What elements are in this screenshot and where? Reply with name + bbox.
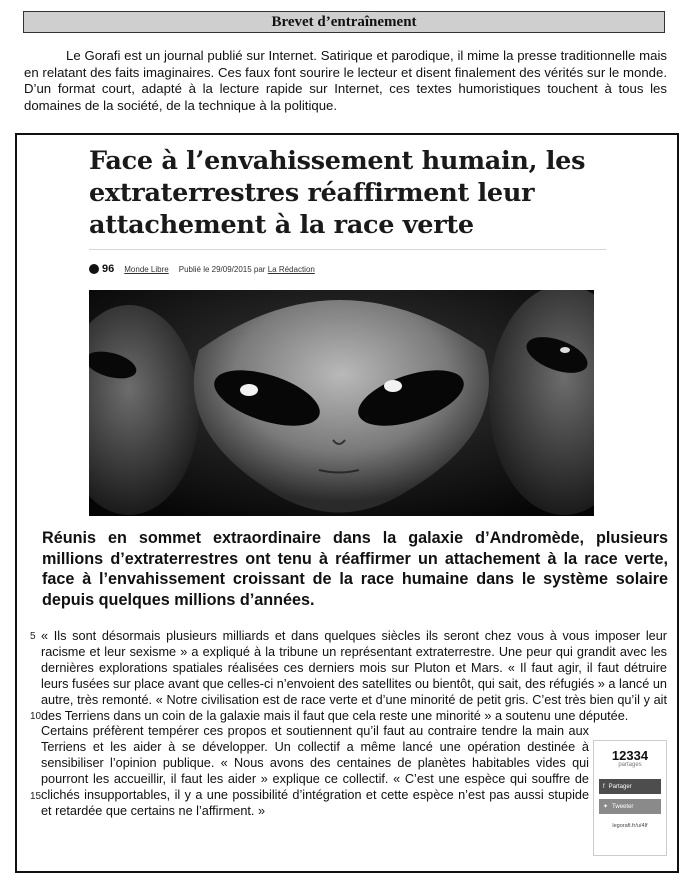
article-frame bbox=[15, 133, 679, 873]
twitter-share-label: Tweeter bbox=[612, 803, 634, 810]
short-url[interactable]: legorafi.fr/u/4If bbox=[612, 823, 648, 829]
article-lead: Réunis en sommet extraordinaire dans la galaxie d’Andromède, plusieurs millions d’extraterrestres ont tenu à réaffirmer un attachement à la race verte, face à l’envahissement croissant de la race humaine dans le système solaire depuis quelques millions d’années. bbox=[42, 529, 668, 609]
article-title: Face à l’envahissement humain, les extraterrestres réaffirment leur attachement à la race verte bbox=[89, 146, 586, 240]
article-paragraph-2: Certains préfèrent tempérer ces propos et soutiennent qu’il faut au contraire tendre la main aux Terriens et les aider à se développer. Un collectif a même lancé une opération destinée à sensibiliser l’opinion publique. « Nous avons des centaines de planètes habitables vides qui pourront les accueillir, il faut les aider » explique ce collectif. « C’est une espèce qui souffre de clichés insupportables, il y a une possibilité d’intégration et cette espèce n’est pas aussi stupide et retardée que certains ne l’affirment. » bbox=[41, 724, 589, 818]
share-count-label: partages bbox=[618, 762, 642, 768]
category-link[interactable]: Monde Libre bbox=[124, 264, 169, 274]
alien-image bbox=[89, 290, 594, 516]
article-paragraph-1: « Ils sont désormais plusieurs milliards et dans quelques siècles ils seront chez vous à vous imposer leur racisme et leur sexisme » a expliqué à la tribune un représentant extraterrestre. Une peur qui grandit avec les dernières explorations spatiales réalisées ces derniers mois sur Pluton et Mars. « Il faut agir, il faut détruire leurs fusées sur place avant que celles-ci n’envoient des satellites ou bientôt, qui sait, des réfugiés » a lancé un autre, très remonté. « Notre civilisation est de race verte et d’une minorité de petit gris. C’est très bien qu’il y ait des Terriens dans un coin de la galaxie mais il faut que cela reste une minorité » a soutenu une députée. bbox=[41, 629, 667, 723]
title-divider bbox=[89, 249, 606, 250]
line-number-15: 15 bbox=[30, 791, 42, 802]
line-number-10: 10 bbox=[30, 711, 42, 722]
exercise-header bbox=[23, 11, 665, 33]
article-body bbox=[30, 629, 667, 820]
comment-icon bbox=[89, 264, 99, 274]
twitter-share-button[interactable] bbox=[599, 799, 661, 814]
intro-text: Le Gorafi est un journal publié sur Internet. Satirique et parodique, il mime la presse traditionnelle mais en relatant des faits imaginaires. Ces faux font sourire le lecteur et disent finalement des vérités sur le monde. D’un format court, adapté à la lecture rapide sur Internet, ces textes humoristiques touchent à tous les domaines de la société, de la technique à la politique. bbox=[24, 48, 667, 113]
share-widget bbox=[593, 740, 667, 856]
comment-count-value: 96 bbox=[102, 263, 115, 275]
facebook-share-label: Partager bbox=[608, 783, 632, 790]
facebook-icon: f bbox=[603, 783, 605, 790]
intro-paragraph bbox=[24, 48, 667, 114]
share-count: 12334 bbox=[611, 748, 649, 763]
comment-count[interactable] bbox=[89, 263, 114, 275]
article-meta bbox=[89, 263, 315, 275]
line-number-5: 5 bbox=[30, 631, 36, 642]
exercise-title: Brevet d’entraînement bbox=[271, 13, 417, 30]
twitter-icon: ✦ bbox=[603, 804, 609, 810]
article-photo bbox=[89, 290, 594, 516]
published-label: Publié le 29/09/2015 par bbox=[178, 264, 266, 274]
facebook-share-button[interactable] bbox=[599, 779, 661, 794]
author-link[interactable]: La Rédaction bbox=[267, 264, 315, 274]
